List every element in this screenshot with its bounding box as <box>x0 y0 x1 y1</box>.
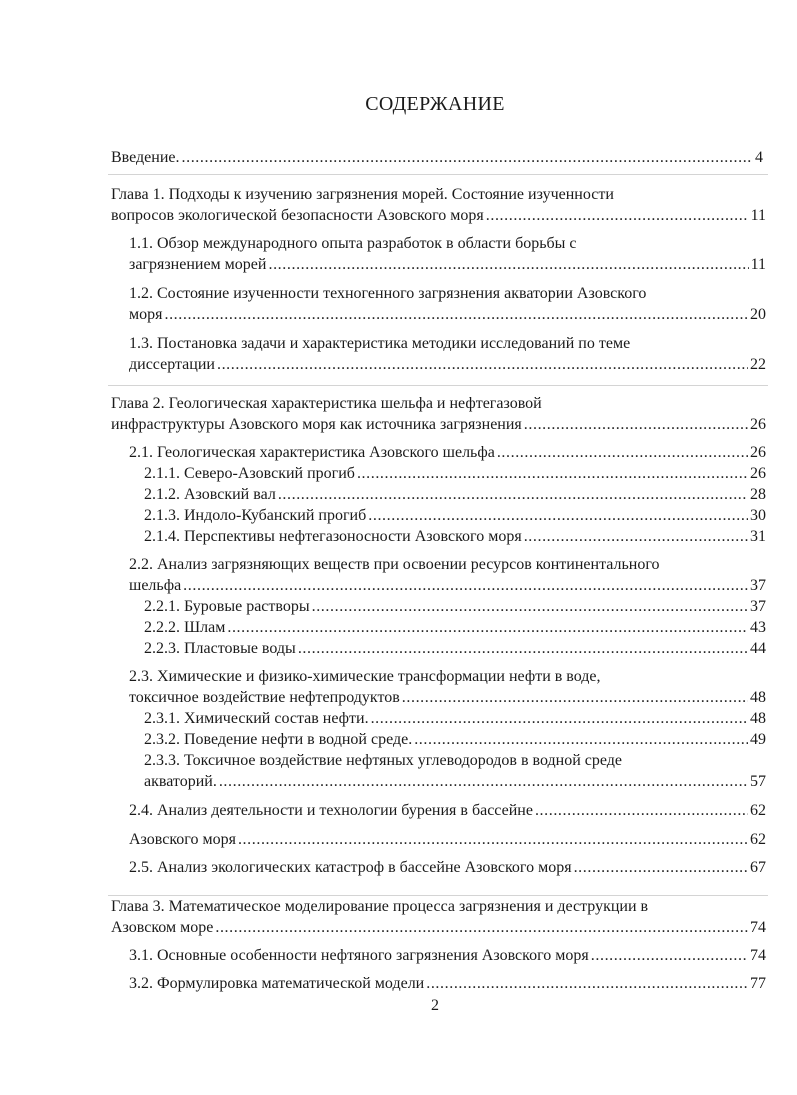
toc-page-number: 43 <box>750 619 766 636</box>
dot-leader <box>278 485 748 505</box>
dot-leader <box>535 801 748 821</box>
toc-entry-text: Азовском море <box>111 919 214 936</box>
divider <box>108 895 768 896</box>
dot-leader <box>371 709 748 729</box>
dot-leader <box>524 527 748 547</box>
dot-leader <box>357 464 748 484</box>
toc-page-number: 11 <box>750 207 766 224</box>
toc-page-number: 26 <box>750 444 766 461</box>
toc-page-number: 20 <box>750 306 766 323</box>
toc-entry[interactable] <box>144 639 766 659</box>
toc-entry[interactable] <box>144 485 766 505</box>
toc-entry[interactable] <box>144 618 766 638</box>
dot-leader <box>268 255 748 275</box>
toc-entry-text: 3.1. Основные особенности нефтяного загрязнения Азовского моря <box>129 947 589 964</box>
dot-leader <box>312 597 748 617</box>
toc-entry[interactable] <box>129 946 766 966</box>
toc-entry-text: 2.4. Анализ деятельности и технологии бурения в бассейне <box>129 802 533 819</box>
toc-entry[interactable] <box>144 527 766 547</box>
toc-entry[interactable] <box>111 148 763 168</box>
toc-entry[interactable] <box>129 305 766 325</box>
toc-entry[interactable] <box>129 830 766 850</box>
toc-entry[interactable] <box>129 801 766 821</box>
toc-entry-text: 1.1. Обзор международного опыта разработок в области борьбы с <box>129 235 577 252</box>
toc-entry[interactable] <box>129 255 766 275</box>
toc-entry[interactable] <box>129 443 766 463</box>
toc-page-number: 44 <box>750 640 766 657</box>
toc-entry-text: Азовского моря <box>129 831 236 848</box>
toc-entry[interactable] <box>129 355 766 375</box>
toc-page-number: 22 <box>750 356 766 373</box>
toc-entry[interactable] <box>144 772 766 792</box>
toc-entry-text: Глава 2. Геологическая характеристика шельфа и нефтегазовой <box>111 395 542 412</box>
toc-entry-text: 2.3.2. Поведение нефти в водной среде. <box>144 731 413 748</box>
dot-leader <box>591 946 748 966</box>
toc-entry-text: 2.3.3. Токсичное воздействие нефтяных углеводородов в водной среде <box>144 752 623 769</box>
toc-entry-text: Глава 3. Математическое моделирование процесса загрязнения и деструкции в <box>111 898 649 915</box>
toc-entry-text: загрязнением морей <box>129 256 267 273</box>
page-number: 2 <box>431 997 439 1014</box>
toc-page-number: 62 <box>750 802 766 819</box>
toc-entry-text: 2.1.4. Перспективы нефтегазоносности Азовского моря <box>144 528 522 545</box>
toc-entry-text: 2.1.3. Индоло-Кубанский прогиб <box>144 507 367 524</box>
dot-leader <box>402 688 748 708</box>
toc-entry-text: акваторий. <box>144 773 217 790</box>
toc-page-number: 31 <box>750 528 766 545</box>
toc-entry[interactable] <box>129 974 766 994</box>
toc-entry-text: токсичное воздействие нефтепродуктов <box>129 689 400 706</box>
divider <box>108 174 768 175</box>
toc-page-number: 37 <box>750 598 766 615</box>
toc-page-number: 48 <box>750 710 766 727</box>
toc-entry-text: диссертации <box>129 356 215 373</box>
dot-leader <box>164 305 748 325</box>
toc-entry-text: 2.5. Анализ экологических катастроф в бассейне Азовского моря <box>129 859 572 876</box>
page-title: СОДЕРЖАНИЕ <box>365 93 505 115</box>
toc-page-number: 48 <box>750 689 766 706</box>
toc-entry-text: 2.2.2. Шлам <box>144 619 226 636</box>
toc-entry-text: 2.2.1. Буровые растворы <box>144 598 310 615</box>
toc-entry[interactable] <box>144 464 766 484</box>
dot-leader <box>227 618 748 638</box>
toc-page-number: 28 <box>750 486 766 503</box>
toc-entry[interactable] <box>111 206 766 226</box>
toc-entry[interactable] <box>129 858 766 878</box>
toc-page-number: 74 <box>750 947 766 964</box>
divider <box>108 385 768 386</box>
toc-page-number: 74 <box>750 919 766 936</box>
toc-page-number: 30 <box>750 507 766 524</box>
toc-entry-text: инфраструктуры Азовского моря как источника загрязнения <box>111 416 522 433</box>
toc-entry[interactable] <box>111 415 766 435</box>
toc-entry-text: 2.3. Химические и физико-химические трансформации нефти в воде, <box>129 668 601 685</box>
toc-entry-text: 2.1.1. Северо-Азовский прогиб <box>144 465 355 482</box>
toc-entry-text: 2.3.1. Химический состав нефти. <box>144 710 369 727</box>
dot-leader <box>497 443 748 463</box>
toc-entry-text: моря <box>129 306 163 323</box>
toc-page-number: 37 <box>750 577 766 594</box>
toc-page-number: 67 <box>750 859 766 876</box>
dot-leader <box>217 355 748 375</box>
dot-leader <box>414 730 748 750</box>
toc-entry-text: 3.2. Формулировка математической модели <box>129 975 425 992</box>
toc-entry[interactable] <box>144 597 766 617</box>
toc-page-number: 26 <box>750 416 766 433</box>
dot-leader <box>183 576 748 596</box>
dot-leader <box>219 772 748 792</box>
toc-entry-text: 2.2. Анализ загрязняющих веществ при освоении ресурсов континентального <box>129 556 660 573</box>
dot-leader <box>368 506 748 526</box>
dot-leader <box>238 830 748 850</box>
toc-entry[interactable] <box>129 688 766 708</box>
dot-leader <box>574 858 748 878</box>
toc-page-number: 11 <box>750 256 766 273</box>
dot-leader <box>182 148 754 168</box>
toc-page-number: 57 <box>750 773 766 790</box>
toc-entry-text: Введение. <box>111 149 180 166</box>
toc-page-number: 77 <box>750 975 766 992</box>
toc-page-number: 4 <box>755 149 763 166</box>
toc-entry[interactable] <box>144 730 766 750</box>
toc-entry-text: 1.2. Состояние изученности техногенного загрязнения акватории Азовского <box>129 285 647 302</box>
dot-leader <box>524 415 748 435</box>
toc-entry-text: шельфа <box>129 577 182 594</box>
dot-leader <box>486 206 749 226</box>
toc-entry-text: Глава 1. Подходы к изучению загрязнения морей. Состояние изученности <box>111 186 614 203</box>
toc-page-number: 62 <box>750 831 766 848</box>
toc-entry[interactable] <box>144 506 766 526</box>
toc-entry[interactable] <box>111 918 766 938</box>
dot-leader <box>426 974 748 994</box>
toc-entry[interactable] <box>129 576 766 596</box>
toc-entry[interactable] <box>144 709 766 729</box>
toc-entry-text: 1.3. Постановка задачи и характеристика методики исследований по теме <box>129 335 631 352</box>
toc-page-number: 26 <box>750 465 766 482</box>
dot-leader <box>298 639 748 659</box>
toc-entry-text: 2.1.2. Азовский вал <box>144 486 276 503</box>
toc-page-number: 49 <box>750 731 766 748</box>
toc-entry-text: 2.1. Геологическая характеристика Азовского шельфа <box>129 444 495 461</box>
toc-entry-text: 2.2.3. Пластовые воды <box>144 640 296 657</box>
dot-leader <box>215 918 748 938</box>
toc-entry-text: вопросов экологической безопасности Азовского моря <box>111 207 484 224</box>
